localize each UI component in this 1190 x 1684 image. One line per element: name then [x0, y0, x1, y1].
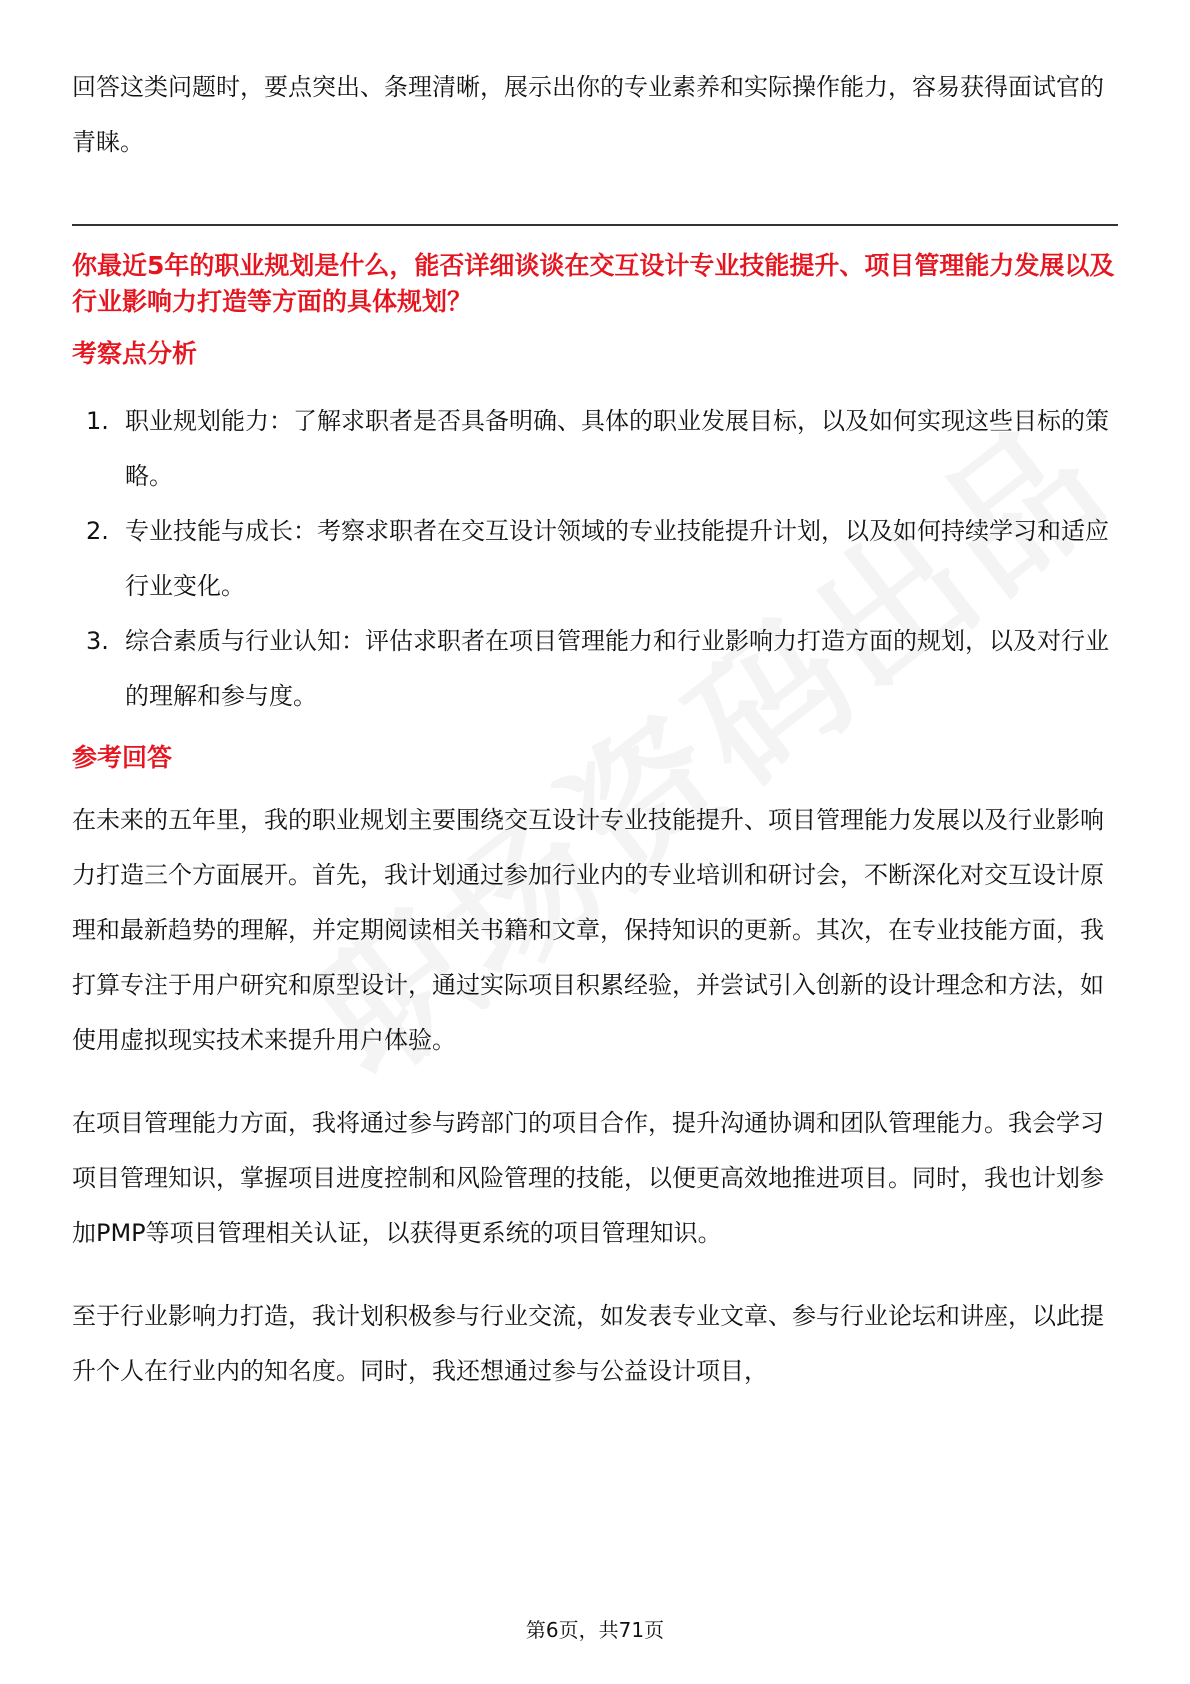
analysis-item [72, 504, 1118, 614]
analysis-item-number: 1. [86, 407, 109, 435]
page-content [72, 60, 1118, 1399]
analysis-item-number: 3. [86, 627, 109, 655]
page-number: 第6页，共71页 [525, 1618, 665, 1642]
analysis-item-text: 综合素质与行业认知：评估求职者在项目管理能力和行业影响力打造方面的规划，以及对行业的理解和参与度。 [125, 627, 1109, 710]
analysis-item-text: 专业技能与成长：考察求职者在交互设计领域的专业技能提升计划，以及如何持续学习和适应行业变化。 [125, 517, 1109, 600]
answer-paragraph: 在项目管理能力方面，我将通过参与跨部门的项目合作，提升沟通协调和团队管理能力。我会学习项目管理知识，掌握项目进度控制和风险管理的技能，以便更高效地推进项目。同时，我也计划参加PMP等项目管理相关认证，以获得更系统的项目管理知识。 [72, 1109, 1104, 1247]
answer-paragraph: 在未来的五年里，我的职业规划主要围绕交互设计专业技能提升、项目管理能力发展以及行业影响力打造三个方面展开。首先，我计划通过参加行业内的专业培训和研讨会，不断深化对交互设计原理和最新趋势的理解，并定期阅读相关书籍和文章，保持知识的更新。其次，在专业技能方面，我打算专注于用户研究和原型设计，通过实际项目积累经验，并尝试引入创新的设计理念和方法，如使用虚拟现实技术来提升用户体验。 [72, 806, 1104, 1054]
intro-paragraph: 回答这类问题时，要点突出、条理清晰，展示出你的专业素养和实际操作能力，容易获得面试官的青睐。 [72, 73, 1104, 156]
analysis-item-number: 2. [86, 517, 109, 545]
answer-body [72, 793, 1118, 1399]
answer-heading: 参考回答 [72, 743, 173, 772]
question-title: 你最近5年的职业规划是什么，能否详细谈谈在交互设计专业技能提升、项目管理能力发展以及行业影响力打造等方面的具体规划？ [72, 251, 1115, 316]
analysis-item-text: 职业规划能力：了解求职者是否具备明确、具体的职业发展目标，以及如何实现这些目标的策略。 [125, 407, 1109, 490]
answer-paragraph: 至于行业影响力打造，我计划积极参与行业交流，如发表专业文章、参与行业论坛和讲座，以此提升个人在行业内的知名度。同时，我还想通过参与公益设计项目， [72, 1302, 1104, 1385]
section-divider [72, 224, 1118, 226]
analysis-item [72, 394, 1118, 504]
analysis-heading: 考察点分析 [72, 339, 198, 368]
analysis-item [72, 614, 1118, 724]
analysis-list [72, 394, 1118, 724]
